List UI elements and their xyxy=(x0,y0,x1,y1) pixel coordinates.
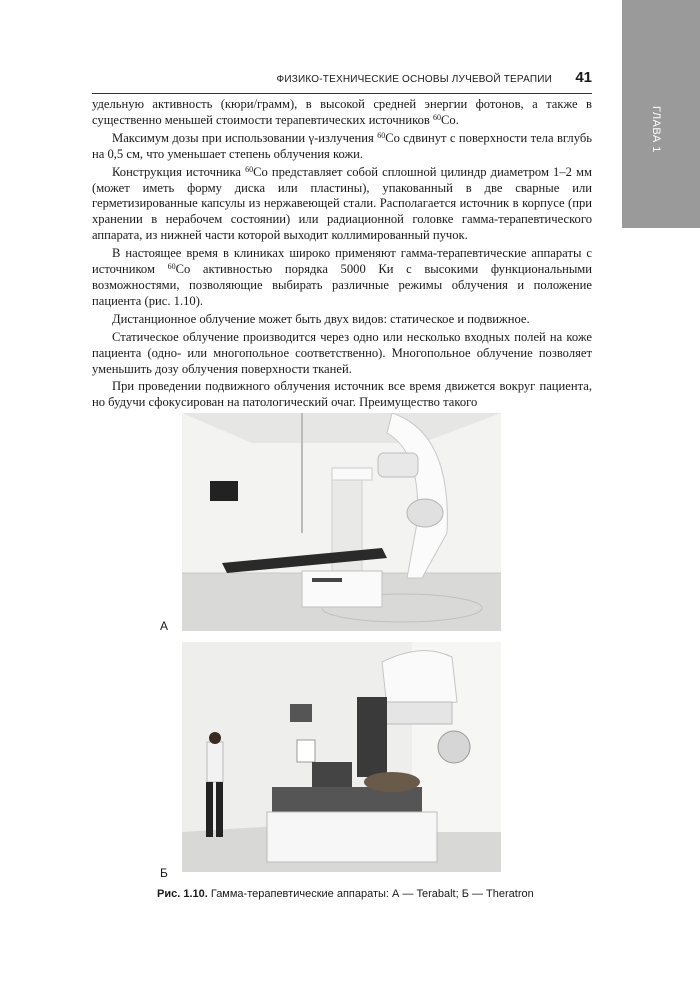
figure-label-b: Б xyxy=(160,866,168,880)
running-header-title: ФИЗИКО-ТЕХНИЧЕСКИЕ ОСНОВЫ ЛУЧЕВОЙ ТЕРАПИИ xyxy=(276,74,552,85)
page-number: 41 xyxy=(575,69,592,86)
chapter-tab-label: ГЛАВА 1 xyxy=(650,106,662,153)
photo-theratron xyxy=(182,642,501,872)
running-header xyxy=(92,71,592,94)
figure-caption-number: Рис. 1.10. xyxy=(157,888,208,900)
paragraph-2: Максимум дозы при использовании γ-излучения $^{60}$Co сдвинут с поверхности тела вглубь на 0,5 см, что уменьшает степень облучения кожи. xyxy=(92,130,592,161)
figure-caption xyxy=(157,888,577,900)
photo-terabalt xyxy=(182,413,501,631)
figure-caption-text: Гамма-терапевтические аппараты: А — Terabalt; Б — Theratron xyxy=(207,888,534,900)
paragraph-5: Дистанционное облучение может быть двух видов: статическое и подвижное. xyxy=(112,311,530,326)
chapter-tab xyxy=(622,0,700,228)
paragraph-3: Конструкция источника $^{60}$Co представляет собой сплошной цилиндр диаметром 1–2 мм (может иметь форму диска или пластины), упакованный в две сварные или герметизированные капсулы из нержавеющей стали. Располагается источник в корпусе (при хранении в нерабочем состоянии) или радиационной головке гамма-терапевтического аппарата, из нижней части которой выходит коллимированный пучок. xyxy=(92,164,592,243)
figure-label-a: А xyxy=(160,619,169,633)
paragraph-4: В настоящее время в клиниках широко применяют гамма-терапевтические аппараты с источником $^{60}$Co активностью порядка 5000 Ки с высокими функциональными возможностями, позволяющие выбирать различные режимы облучения и положение пациента (рис. 1.10). xyxy=(92,246,592,308)
body-text xyxy=(92,97,592,413)
paragraph-1: удельную активность (кюри/грамм), в высокой средней энергии фотонов, а также в существенно меньшей стоимости терапевтических источников $^{60}$Co. xyxy=(92,97,592,127)
paragraph-6: Статическое облучение производится через одно или несколько входных полей на коже пациента (одно- или многопольное соответственно). Многопольное облучение позволяет уменьшить дозу облучения поверхности тканей. xyxy=(92,329,592,376)
paragraph-7: При проведении подвижного облучения источник все время движется вокруг пациента, но будучи сфокусирован на патологический очаг. Преимущество такого xyxy=(92,379,592,410)
